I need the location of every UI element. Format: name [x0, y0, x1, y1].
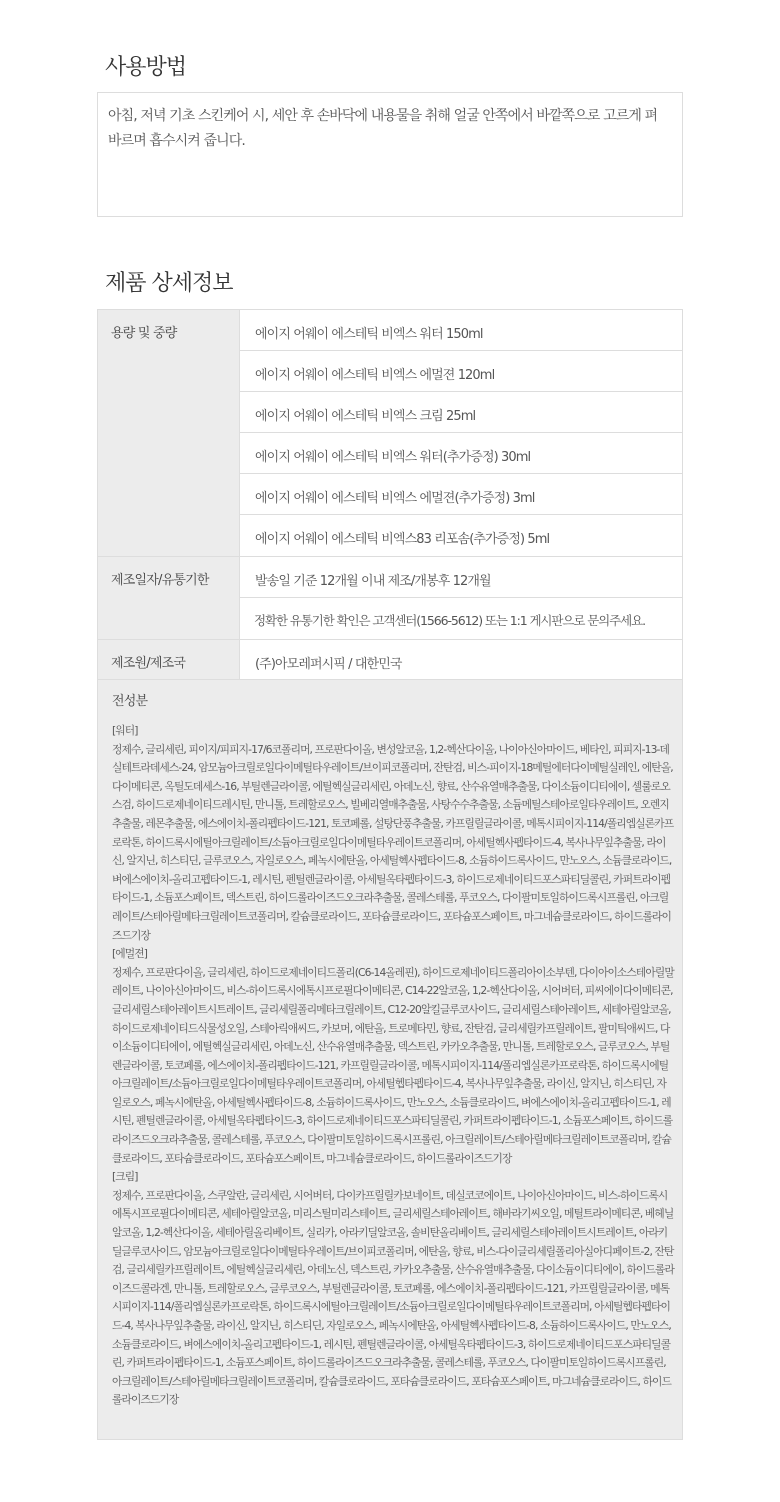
ingredients-water-label: [워터]	[112, 724, 138, 737]
details-values-expiry	[240, 557, 682, 639]
ingredients-cream-label: [크림]	[112, 1170, 138, 1184]
details-value: 정확한 유통기한 확인은 고객센터(1566-5612) 또는 1:1 게시판으로 문의주세요.	[254, 613, 645, 628]
details-value: 에이지 어웨이 에스테틱 비엑스83 리포솜(추가증정) 5ml	[255, 532, 550, 547]
details-values-manufacturer	[240, 640, 682, 681]
usage-section-title: 사용방법	[105, 55, 187, 80]
details-row-expiry	[98, 557, 682, 640]
ingredients-cream-list: 정제수, 프로판다이올, 스쿠알란, 글리세린, 시어버터, 다이카프릴릴카보네이트, 데실코코에이트, 나이아신아마이드, 비스-하이드록시에톡시프로필다이메티콘, 세테아릴알코올, 미리스틸미리스테이트, 글리세릴스테아레이트, 해바라기씨오일, 메틸트라이메티콘, 베헤닐알코올, 1,2-헥산다이올, 세테아릴올리베이트, 실리카, 아라키딜알코올, 솔비탄올리베이트, 글리세릴스테아레이트시트레이트, 아라키딜글루코사이드, 암모늄아크릴로일다이메틸타우레이트/브이피코폴리머, 에탄올, 향료, 비스-다이글리세릴폴리아실아디페이트-2, 잔탄검, 글리세릴카프릴레이트, 에틸헥실글리세린, 아데노신, 덱스트린, 카카오추출물, 산수유열매추출물, 다이소듐이디티에이, 하이드롤라이즈드콜라겐, 만니톨, 트레할로오스, 글루코오스, 부틸렌글라이콜, 토코페롤, 에스에이치-폴리펩타이드-121, 카프릴릴글라이콜, 메톡시피이지-114/폴리엡실론카프로락톤, 하이드록시에틸아크릴레이트/소듐아크릴로일다이메틸타우레이트코폴리머, 아세틸헵타펩타이드-4, 복사나무잎추출물, 라이신, 알지닌, 히스티딘, 자일로오스, 페녹시에탄올, 아세틸헥사펩타이드-8, 소듐하이드록사이드, 만노오스, 소듐클로라이드, 벼에스에이치-올리고펩타이드-1, 레시틴, 펜틸렌글라이콜, 아세틸옥타펩타이드-3, 하이드로제네이티드포스파티딜콜린, 카퍼트라이펩타이드-1, 소듐포스페이트, 하이드롤라이즈드오크라추출물, 콜레스테롤, 푸코오스, 다이팔미토일하이드록시프롤린, 아크릴레이트/스테아릴메타크릴레이트코폴리머, 칼슘클로라이드, 포타슘클로라이드, 포타슘포스페이트, 마그네슘클로라이드, 하이드롤라이즈드기장	[112, 1188, 674, 1407]
product-details-table	[97, 309, 683, 682]
ingredients-section	[97, 679, 683, 1440]
usage-description-box	[97, 92, 683, 217]
details-value: 발송일 기준 12개월 이내 제조/개봉후 12개월	[240, 557, 682, 598]
details-values-capacity	[240, 310, 682, 556]
details-value: 에이지 어웨이 에스테틱 비엑스 워터(추가증정) 30ml	[240, 433, 682, 474]
details-label-capacity: 용량 및 중량	[98, 310, 240, 556]
details-row-manufacturer	[98, 640, 682, 682]
details-value: 에이지 어웨이 에스테틱 비엑스 워터 150ml	[240, 310, 682, 351]
details-value: 에이지 어웨이 에스테틱 비엑스 에멀젼 120ml	[240, 351, 682, 392]
details-value: 에이지 어웨이 에스테틱 비엑스 크림 25ml	[240, 392, 682, 433]
usage-description-text: 아침, 저녁 기초 스킨케어 시, 세안 후 손바닥에 내용물을 취해 얼굴 안쪽에서 바깥쪽으로 고르게 펴 바르며 흡수시켜 줍니다.	[108, 108, 658, 149]
details-value: 에이지 어웨이 에스테틱 비엑스 에멀젼(추가증정) 3ml	[240, 474, 682, 515]
product-details-title: 제품 상세정보	[105, 271, 233, 296]
ingredients-emulsion-label: [에멀젼]	[112, 947, 148, 961]
ingredients-emulsion-list: 정제수, 프로판다이올, 글리세린, 하이드로제네이티드폴리(C6-14올레핀), 하이드로제네이티드폴리아이소부텐, 다이아이소스테아릴말레이트, 나이아신아마이드, 비스-하이드록시에톡시프로필다이메티콘, C14-22알코올, 1,2-헥산다이올, 시어버터, 피씨에이다이메티콘, 글리세릴스테아레이트시트레이트, 글리세릴폴리메타크릴레이트, C12-20알킬글루코사이드, 글리세릴스테아레이트, 세테아릴알코올, 하이드로제네이티드식물성오일, 스테아릭애씨드, 카보머, 에탄올, 트로메타민, 향료, 잔탄검, 글리세릴카프릴레이트, 팔미틱애씨드, 다이소듐이디티에이, 에틸헥실글리세린, 아데노신, 산수유열매추출물, 덱스트린, 카카오추출물, 만니톨, 트레할로오스, 글루코오스, 부틸렌글라이콜, 토코페롤, 에스에이치-폴리펩타이드-121, 카프릴릴글라이콜, 메톡시피이지-114/폴리엡실론카프로락톤, 하이드록시에틸아크릴레이트/소듐아크릴로일다이메틸타우레이트코폴리머, 아세틸헵타펩타이드-4, 복사나무잎추출물, 라이신, 알지닌, 히스티딘, 자일로오스, 페녹시에탄올, 아세틸헥사펩타이드-8, 소듐하이드록사이드, 만노오스, 소듐클로라이드, 벼에스에이치-올리고펩타이드-1, 레시틴, 펜틸렌글라이콜, 아세틸옥타펩타이드-3, 하이드로제네이티드포스파티딜콜린, 카퍼트라이펩타이드-1, 소듐포스페이트, 하이드롤라이즈드오크라추출물, 콜레스테롤, 푸코오스, 다이팔미토일하이드록시프롤린, 아크릴레이트/스테아릴메타크릴레이트코폴리머, 칼슘클로라이드, 포타슘클로라이드, 포타슘포스페이트, 마그네슘클로라이드, 하이드롤라이즈드기장	[112, 965, 674, 1165]
ingredients-water-list: 정제수, 글리세린, 피이지/피피지-17/6코폴리머, 프로판다이올, 변성알코올, 1,2-헥산다이올, 나이아신아마이드, 베타인, 피피지-13-데실테트라데세스-24, 암모늄아크릴로일다이메틸타우레이트/브이피코폴리머, 잔탄검, 비스-피이지-18메틸에터다이메틸실레인, 에탄올, 다이메티콘, 옥틸도데세스-16, 부틸렌글라이콜, 에틸헥실글리세린, 아데노신, 향료, 산수유열매추출물, 다이소듐이디티에이, 셀룰로오스검, 하이드로제네이티드레시틴, 만니톨, 트레할로오스, 빌베리열매추출물, 사탕수수추출물, 소듐메틸스테아로일타우레이트, 오렌지추출물, 레몬추출물, 에스에이치-폴리펩타이드-121, 토코페롤, 설탕단풍추출물, 카프릴릴글라이콜, 메톡시피이지-114/폴리엡실론카프로락톤, 하이드록시에틸아크릴레이트/소듐아크릴로일다이메틸타우레이트코폴리머, 아세틸헥사펩타이드-4, 복사나무잎추출물, 라이신, 알지닌, 히스티딘, 글루코오스, 자일로오스, 페녹시에탄올, 아세틸헥사펩타이드-8, 소듐하이드록사이드, 만노오스, 소듐클로라이드, 벼에스에이치-올리고펩타이드-1, 레시틴, 펜틸렌글라이콜, 아세틸옥타펩타이드-3, 하이드로제네이티드포스파티딜콜린, 카퍼트라이펩타이드-1, 소듐포스페이트, 덱스트린, 하이드롤라이즈드오크라추출물, 콜레스테롤, 푸코오스, 다이팔미토일하이드록시프롤린, 아크릴레이트/스테아릴메타크릴레이트코폴리머, 칼슘클로라이드, 포타슘클로라이드, 포타슘포스페이트, 마그네슘클로라이드, 하이드롤라이즈드기장	[112, 742, 674, 942]
details-value: (주)아모레퍼시픽 / 대한민국	[255, 657, 402, 672]
details-label-manufacturer: 제조원/제조국	[98, 640, 240, 681]
ingredients-title: 전성분	[112, 694, 148, 709]
details-label-expiry: 제조일자/유통기한	[98, 557, 240, 639]
details-row-capacity	[98, 310, 682, 557]
